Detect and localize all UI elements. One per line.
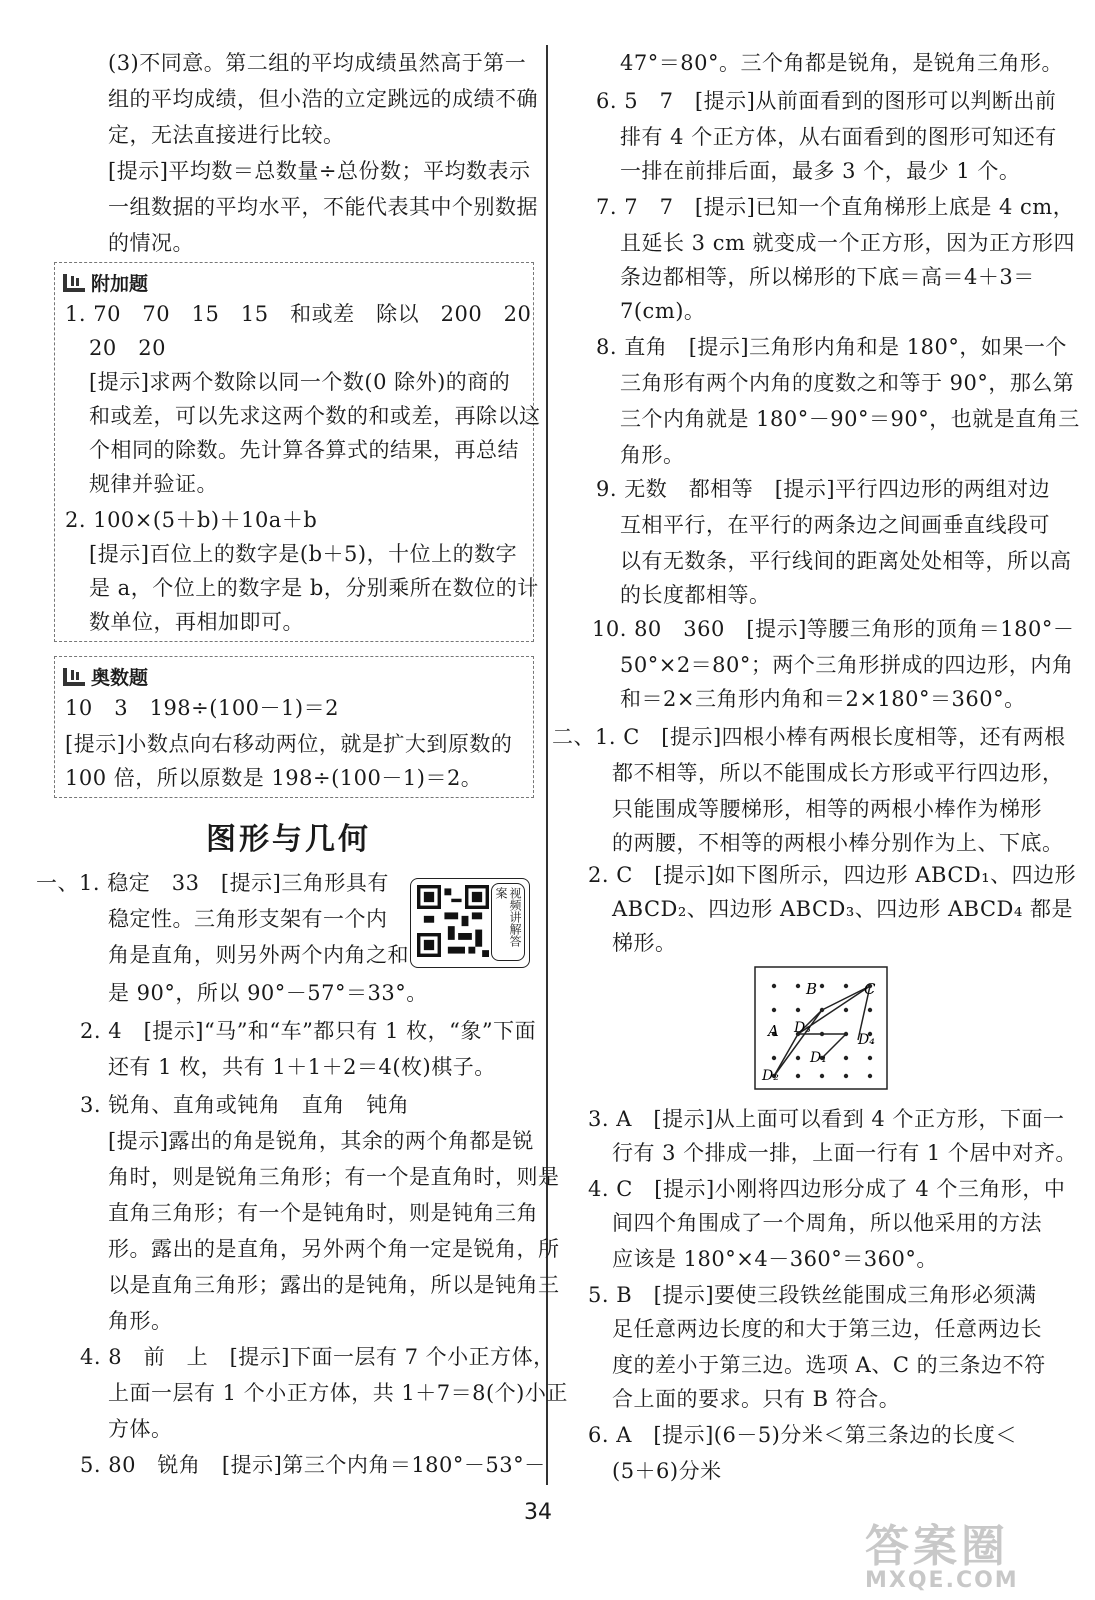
text-line: 和或差，可以先求这两个数的和或差，再除以这: [89, 404, 541, 428]
text-line: 2. C [提示]如下图所示，四边形 ABCD₁、四边形: [588, 863, 1077, 887]
text-line: 6. 5 7 [提示]从前面看到的图形可以判断出前: [596, 89, 1057, 113]
text-line: 4. C [提示]小刚将四边形分成了 4 个三角形，中: [588, 1177, 1066, 1201]
bonus-heading: [63, 269, 148, 296]
text-line: 47°＝80°。三个角都是锐角，是锐角三角形。: [620, 51, 1063, 75]
text-line: 以有无数条，平行线间的距离处处相等，所以高: [620, 549, 1072, 573]
text-line: 角形。: [620, 443, 685, 467]
text-line: 行有 3 个排成一排，上面一行有 1 个居中对齐。: [612, 1141, 1077, 1165]
text-line: 且延长 3 cm 就变成一个正方形，因为正方形四: [620, 231, 1076, 255]
text-line: 的长度都相等。: [620, 583, 771, 607]
fig-label: D₁: [810, 1050, 827, 1066]
text-line: 10 3 198÷(100－1)＝2: [65, 696, 339, 720]
fig-label: D₄: [858, 1032, 875, 1048]
text-line: 三角形有两个内角的度数之和等于 90°，那么第: [620, 371, 1075, 395]
bonus-title: 附加题: [91, 273, 149, 295]
text-line: 3. 锐角、直角或钝角 直角 钝角: [80, 1093, 410, 1117]
olympiad-problem-box: [54, 656, 534, 798]
fig-label: B: [806, 980, 818, 998]
text-line: 度的差小于第三边。选项 A、C 的三条边不符: [612, 1353, 1046, 1377]
site-watermark: [865, 1510, 1065, 1593]
text-line: 稳定性。三角形支架有一个内: [108, 907, 388, 931]
text-line: 二、1. C [提示]四根小棒有两根长度相等，还有两根: [552, 725, 1066, 749]
text-line: 排有 4 个正方体，从右面看到的图形可知还有: [620, 125, 1057, 149]
qr-label: 视频讲解答案: [491, 883, 525, 961]
text-line: [提示]小数点向右移动两位，就是扩大到原数的: [65, 732, 513, 756]
text-line: (5＋6)分米: [612, 1459, 722, 1483]
text-line: 20 20: [89, 336, 166, 360]
text-line: [提示]露出的角是锐角，其余的两个角都是锐: [108, 1129, 534, 1153]
text-line: 合上面的要求。只有 B 符合。: [612, 1387, 901, 1411]
text-line: 条边都相等，所以梯形的下底＝高＝4＋3＝: [620, 265, 1035, 289]
text-line: 100 倍，所以原数是 198÷(100－1)＝2。: [65, 766, 483, 790]
text-line: 4. 8 前 上 [提示]下面一层有 7 个小正方体，: [80, 1345, 555, 1369]
text-line: 一组数据的平均水平，不能代表其中个别数据: [108, 195, 538, 219]
text-line: 50°×2＝80°；两个三角形拼成的四边形，内角: [620, 653, 1074, 677]
trapezoid-grid-figure: [754, 966, 888, 1090]
text-line: 形。露出的是直角，另外两个角一定是锐角，所: [108, 1237, 560, 1261]
text-line: 7. 7 7 [提示]已知一个直角梯形上底是 4 cm，: [596, 195, 1075, 219]
column-divider: [546, 45, 548, 1485]
olympiad-title: 奥数题: [91, 667, 149, 689]
text-line: 足任意两边长度的和大于第三边，任意两边长: [612, 1317, 1042, 1341]
section-title: 图形与几何: [206, 822, 371, 857]
bonus-problem-box: [54, 262, 541, 642]
text-line: 角形。: [108, 1309, 173, 1333]
text-line: 3. A [提示]从上面可以看到 4 个正方形，下面一: [588, 1107, 1065, 1131]
fig-label: C: [864, 980, 876, 998]
book-icon: [63, 668, 85, 686]
text-line: 直角三角形；有一个是钝角时，则是钝角三角: [108, 1201, 538, 1225]
text-line: 方体。: [108, 1417, 173, 1441]
text-line: 8. 直角 [提示]三角形内角和是 180°，如果一个: [596, 335, 1067, 359]
video-qr-code[interactable]: [410, 878, 530, 968]
qr-code-icon: [417, 885, 489, 957]
text-line: 2. 4 [提示]“马”和“车”都只有 1 枚，“象”下面: [80, 1019, 537, 1043]
text-line: 上面一层有 1 个小正方体，共 1＋7＝8(个)小正: [108, 1381, 568, 1405]
text-line: 是 90°，所以 90°－57°＝33°。: [108, 981, 428, 1005]
text-line: 数单位，再相加即可。: [89, 610, 304, 634]
text-line: 个相同的除数。先计算各算式的结果，再总结: [89, 438, 519, 462]
text-line: 角时，则是锐角三角形；有一个是直角时，则是: [108, 1165, 560, 1189]
fig-label: D₃: [794, 1020, 811, 1036]
text-line: ABCD₂、四边形 ABCD₃、四边形 ABCD₄ 都是: [612, 897, 1073, 921]
fig-label: A: [768, 1022, 779, 1040]
text-line: 应该是 180°×4－360°＝360°。: [612, 1247, 938, 1271]
text-line: 规律并验证。: [89, 472, 218, 496]
text-line: 和＝2×三角形内角和＝2×180°＝360°。: [620, 687, 1026, 711]
text-line: 2. 100×(5＋b)＋10a＋b: [65, 508, 318, 532]
text-line: 只能围成等腰梯形，相等的两根小棒作为梯形: [612, 797, 1042, 821]
text-line: 角是直角，则另外两个内角之和: [108, 943, 409, 967]
text-line: 6. A [提示](6－5)分米＜第三条边的长度＜: [588, 1423, 1017, 1447]
text-line: 梯形。: [612, 931, 677, 955]
text-line: 1. 70 70 15 15 和或差 除以 200 20: [65, 302, 532, 326]
text-line: 互相平行，在平行的两条边之间画垂直线段可: [620, 513, 1050, 537]
text-line: [提示]百位上的数字是(b＋5)，十位上的数字: [89, 542, 518, 566]
text-line: 三个内角就是 180°－90°＝90°，也就是直角三: [620, 407, 1080, 431]
watermark-url: MXQE.COM: [865, 1568, 1019, 1593]
text-line: 还有 1 枚，共有 1＋1＋2＝4(枚)棋子。: [108, 1055, 496, 1079]
page-number: 34: [524, 1500, 552, 1525]
text-line: 间四个角围成了一个周角，所以他采用的方法: [612, 1211, 1042, 1235]
text-line: 定，无法直接进行比较。: [108, 123, 345, 147]
text-line: 5. B [提示]要使三段铁丝能围成三角形必须满: [588, 1283, 1037, 1307]
watermark-logo: 答案圈: [865, 1521, 1009, 1572]
text-line: 9. 无数 都相等 [提示]平行四边形的两组对边: [596, 477, 1051, 501]
text-line: 以是直角三角形；露出的是钝角，所以是钝角三: [108, 1273, 560, 1297]
text-line: 一、1. 稳定 33 [提示]三角形具有: [36, 871, 389, 895]
text-line: 是 a，个位上的数字是 b，分别乘所在数位的计: [89, 576, 539, 600]
text-line: 都不相等，所以不能围成长方形或平行四边形，: [612, 761, 1064, 785]
text-line: 10. 80 360 [提示]等腰三角形的顶角＝180°－: [592, 617, 1075, 641]
trapezoid-diagram: [754, 966, 888, 1090]
olympiad-heading: [63, 663, 148, 690]
text-line: 的情况。: [108, 231, 194, 255]
fig-label: D₂: [762, 1068, 779, 1084]
text-line: 7(cm)。: [620, 299, 706, 323]
text-line: (3)不同意。第二组的平均成绩虽然高于第一: [108, 51, 527, 75]
text-line: 的两腰，不相等的两根小棒分别作为上、下底。: [612, 831, 1064, 855]
text-line: [提示]平均数＝总数量÷总份数；平均数表示: [108, 159, 531, 183]
text-line: 5. 80 锐角 [提示]第三个内角＝180°－53°－: [80, 1453, 546, 1477]
text-line: 一排在前排后面，最多 3 个，最少 1 个。: [620, 159, 1021, 183]
text-line: 组的平均成绩，但小浩的立定跳远的成绩不确: [108, 87, 538, 111]
text-line: [提示]求两个数除以同一个数(0 除外)的商的: [89, 370, 511, 394]
book-icon: [63, 274, 85, 292]
